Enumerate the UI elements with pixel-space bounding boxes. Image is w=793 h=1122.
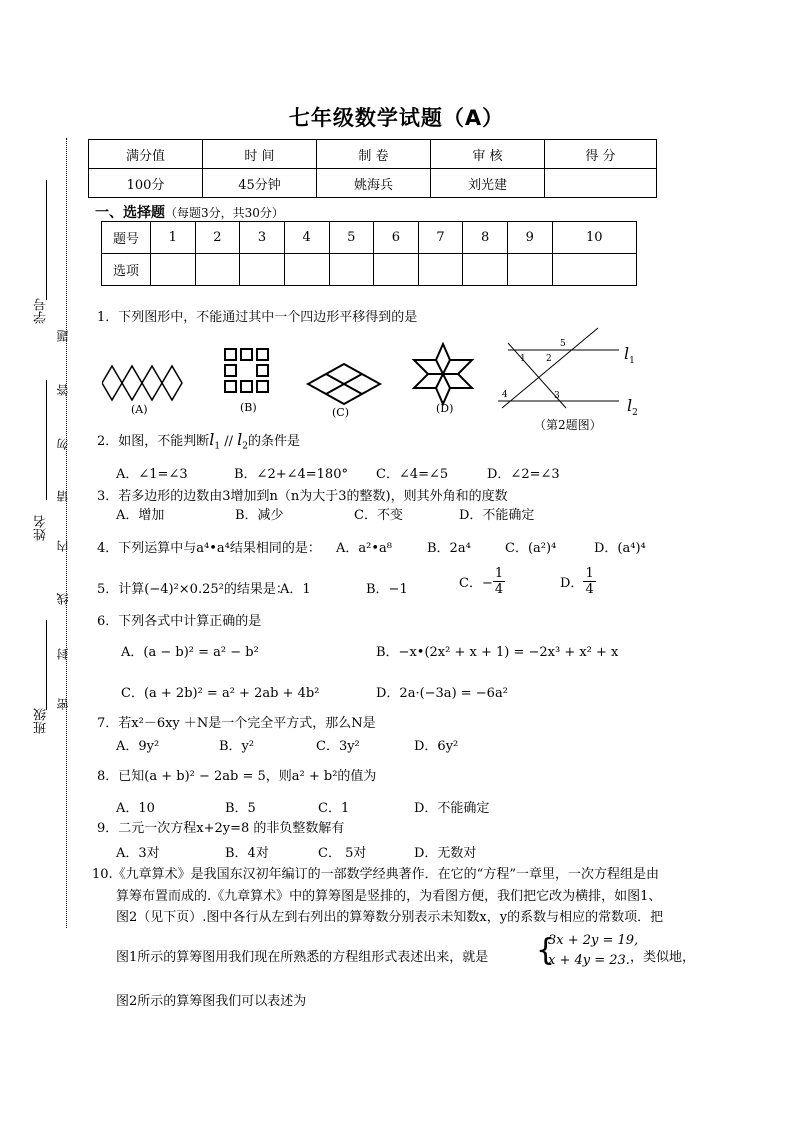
equation-2: x + 4y = 23. xyxy=(548,953,630,968)
question-10-line: 图2（见下页）.图中各行从左到右列出的算筹数分别表示未知数x，y的系数与相应的常数项．把 xyxy=(116,910,664,925)
q3-option-a[interactable]: A．增加 xyxy=(116,508,165,523)
q5-frac-den: 4 xyxy=(494,582,504,597)
answer-number: 1 xyxy=(151,222,196,254)
q9-option-c[interactable]: C． 5对 xyxy=(318,846,367,861)
student-id-label: 学号 xyxy=(34,298,49,324)
info-value-cell: 45分钟 xyxy=(203,169,317,198)
q2-option-a[interactable]: A．∠1=∠3 xyxy=(116,467,188,482)
q8-option-a[interactable]: A．10 xyxy=(116,801,155,816)
answer-cell[interactable] xyxy=(552,254,636,286)
q4-option-b[interactable]: B．2a⁴ xyxy=(427,541,471,556)
q7-option-a[interactable]: A．9y² xyxy=(116,739,160,754)
info-header-cell: 时 间 xyxy=(203,140,317,169)
seal-word: 请 xyxy=(56,490,70,502)
q6-option-c[interactable]: C．(a + 2b)² = a² + 2ab + 4b² xyxy=(121,686,320,701)
info-value-cell: 100分 xyxy=(89,169,203,198)
answer-number: 10 xyxy=(552,222,636,254)
question-1-stem: 1．下列图形中，不能通过其中一个四边形平移得到的是 xyxy=(97,310,418,325)
q5-frac-num: 1 xyxy=(494,566,504,581)
question-10-line: 图1所示的算筹图用我们现在所熟悉的方程组形式表述出来，就是 xyxy=(116,950,489,965)
binding-dotted-line xyxy=(66,138,67,928)
line-label-l1-sub: 1 xyxy=(629,356,635,367)
class-line xyxy=(46,620,47,710)
q9-option-d[interactable]: D．无数对 xyxy=(414,846,477,861)
info-header-row xyxy=(89,140,657,169)
q1-figure-c xyxy=(306,362,382,406)
q5-option-c-label: C．− xyxy=(459,576,493,591)
info-header-cell: 审 核 xyxy=(431,140,545,169)
answer-cell[interactable] xyxy=(195,254,240,286)
info-header-cell: 满分值 xyxy=(89,140,203,169)
answer-cell[interactable] xyxy=(240,254,285,286)
q5-fraction xyxy=(493,566,505,597)
line-label-l2-text: l xyxy=(627,396,633,415)
score-cell[interactable] xyxy=(545,169,657,198)
q9-option-a[interactable]: A．3对 xyxy=(116,846,160,861)
answer-cell[interactable] xyxy=(463,254,508,286)
q4-option-a[interactable]: A．a²•a⁸ xyxy=(336,541,392,556)
name-label: 姓名 xyxy=(34,515,49,541)
q5-frac-num: 1 xyxy=(585,566,594,581)
q7-option-d[interactable]: D．6y² xyxy=(414,739,459,754)
q2-stem-suffix: 的条件是 xyxy=(248,434,301,449)
answer-number: 5 xyxy=(329,222,374,254)
seal-word: 线 xyxy=(56,593,70,605)
angle-label: 4 xyxy=(502,390,508,400)
answer-table xyxy=(101,221,637,286)
q2-option-b[interactable]: B．∠2+∠4=180° xyxy=(234,467,348,482)
question-6-stem: 6．下列各式中计算正确的是 xyxy=(97,614,262,629)
class-label: 班级 xyxy=(34,708,49,734)
answer-cell[interactable] xyxy=(284,254,329,286)
q9-option-b[interactable]: B．4对 xyxy=(225,846,269,861)
q1-figure-a xyxy=(102,363,186,403)
angle-label: 3 xyxy=(554,391,560,401)
square-shape xyxy=(241,349,252,360)
q7-option-c[interactable]: C．3y² xyxy=(316,739,360,754)
q3-option-c[interactable]: C．不变 xyxy=(354,508,403,523)
q6-option-d[interactable]: D．2a·(−3a) = −6a² xyxy=(376,686,508,701)
q7-option-b[interactable]: B．y² xyxy=(219,739,255,754)
info-table xyxy=(88,139,657,198)
square-shape xyxy=(225,349,236,360)
q1-label-a: (A) xyxy=(131,403,148,416)
square-shape xyxy=(257,365,268,376)
answer-number: 6 xyxy=(374,222,419,254)
q1-figure-d xyxy=(410,342,476,406)
fig2-caption: （第2题图） xyxy=(534,418,602,432)
q2-option-d[interactable]: D．∠2=∠3 xyxy=(487,467,560,482)
student-id-line xyxy=(46,180,47,300)
diamond-shape xyxy=(102,366,122,400)
question-10-line: 图2所示的算筹图我们可以表述为 xyxy=(116,994,307,1009)
answer-row-label: 题号 xyxy=(102,222,151,254)
seal-word: 答 xyxy=(56,384,70,396)
question-10-line: 算筹布置而成的.《九章算术》中的算筹图是竖排的，为看图方便，我们把它改为横排，如图1、 xyxy=(116,889,662,904)
answer-number: 8 xyxy=(463,222,508,254)
seal-word: 题 xyxy=(56,330,70,342)
q3-option-d[interactable]: D．不能确定 xyxy=(459,508,535,523)
answer-cell[interactable] xyxy=(329,254,374,286)
q5-option-c[interactable] xyxy=(459,566,505,597)
q5-frac-den: 4 xyxy=(585,582,594,597)
q5-fraction xyxy=(583,566,595,597)
section-heading xyxy=(95,202,284,222)
transversal-line xyxy=(502,328,598,408)
answer-row-label: 选项 xyxy=(102,254,151,286)
info-header-cell: 制 卷 xyxy=(317,140,431,169)
answer-number: 7 xyxy=(418,222,463,254)
q5-option-a[interactable]: A．1 xyxy=(280,582,311,597)
q3-option-b[interactable]: B．减少 xyxy=(235,508,284,523)
name-line xyxy=(46,380,47,500)
section-title: 一、选择题 xyxy=(95,205,165,221)
q2-figure xyxy=(494,325,644,410)
diamond-shape xyxy=(162,366,182,400)
q8-option-c[interactable]: C．1 xyxy=(318,801,350,816)
answer-cell[interactable] xyxy=(508,254,553,286)
question-4-stem: 4．下列运算中与a⁴•a⁴结果相同的是： xyxy=(97,541,321,556)
equation-1: 3x + 2y = 19, xyxy=(548,933,639,948)
q8-option-d[interactable]: D．不能确定 xyxy=(414,801,490,816)
diamond-shape xyxy=(122,366,142,400)
q6-option-b[interactable]: B．−x•(2x² + x + 1) = −2x³ + x² + x xyxy=(376,645,619,660)
line-label-l1-text: l xyxy=(624,344,630,363)
q8-option-b[interactable]: B．5 xyxy=(225,801,256,816)
angle-label: 1 xyxy=(520,354,526,364)
seal-word: 内 xyxy=(56,540,70,552)
q2-option-c[interactable]: C．∠4=∠5 xyxy=(376,467,449,482)
page-title: 七年级数学试题（A） xyxy=(288,106,505,130)
info-header-cell: 得 分 xyxy=(545,140,657,169)
diamond-shape xyxy=(142,366,162,400)
q5-option-b[interactable]: B．−1 xyxy=(366,582,408,597)
square-shape xyxy=(241,381,252,392)
q1-label-d: (D) xyxy=(436,402,454,415)
q4-option-c[interactable]: C．(a²)⁴ xyxy=(505,541,557,556)
answer-choice-row xyxy=(102,254,637,286)
q1-figure-b xyxy=(222,346,272,396)
q5-option-d-label: D． xyxy=(560,576,584,591)
info-value-cell: 姚海兵 xyxy=(317,169,431,198)
line-label-l1 xyxy=(624,344,635,366)
question-7-stem: 7．若x²－6xy ＋N是一个完全平方式，那么N是 xyxy=(97,716,376,731)
answer-cell[interactable] xyxy=(418,254,463,286)
question-10-suffix: ，类似地， xyxy=(630,950,696,965)
seal-word: 密 xyxy=(56,698,70,710)
equation-brace: { xyxy=(536,933,556,968)
answer-cell[interactable] xyxy=(374,254,419,286)
q6-option-a[interactable]: A．(a − b)² = a² − b² xyxy=(121,645,259,660)
angle-label: 5 xyxy=(560,339,566,349)
square-shape xyxy=(257,381,268,392)
info-value-row xyxy=(89,169,657,198)
answer-number: 2 xyxy=(195,222,240,254)
q1-label-b: (B) xyxy=(240,401,257,414)
section-note: （每题3分，共30分） xyxy=(165,206,284,220)
angle-label: 2 xyxy=(546,354,552,364)
info-value-cell: 刘光建 xyxy=(431,169,545,198)
answer-number: 3 xyxy=(240,222,285,254)
seal-word: 封 xyxy=(56,648,70,660)
q2-stem-prefix: 2．如图，不能判断 xyxy=(97,434,210,449)
seal-word: 勿 xyxy=(56,438,70,450)
answer-number: 9 xyxy=(508,222,553,254)
question-3-stem: 3．若多边形的边数由3增加到n（n为大于3的整数)，则其外角和的度数 xyxy=(97,489,508,504)
q4-option-d[interactable]: D．(a⁴)⁴ xyxy=(594,541,646,556)
square-shape xyxy=(225,365,236,376)
q5-option-d[interactable] xyxy=(560,566,596,597)
question-9-stem: 9．二元一次方程x+2y=8 的非负整数解有 xyxy=(97,821,345,836)
square-shape xyxy=(257,349,268,360)
question-5-stem: 5．计算(−4)²×0.25²的结果是： xyxy=(97,582,289,597)
line-label-l2-sub: 2 xyxy=(632,408,638,419)
q1-label-c: (C) xyxy=(332,406,349,419)
answer-cell[interactable] xyxy=(151,254,196,286)
question-8-stem: 8．已知(a + b)² − 2ab = 5，则a² + b²的值为 xyxy=(97,769,377,784)
answer-number: 4 xyxy=(284,222,329,254)
line-label-l2 xyxy=(627,396,638,418)
question-2-stem: 2．如图，不能判断$l_1 // l_2$的条件是 xyxy=(97,430,301,452)
answer-number-row xyxy=(102,222,637,254)
question-10-line: 10.《九章算术》是我国东汉初年编订的一部数学经典著作．在它的“方程”一章里，一次方程组是由 xyxy=(92,867,659,882)
square-shape xyxy=(225,381,236,392)
